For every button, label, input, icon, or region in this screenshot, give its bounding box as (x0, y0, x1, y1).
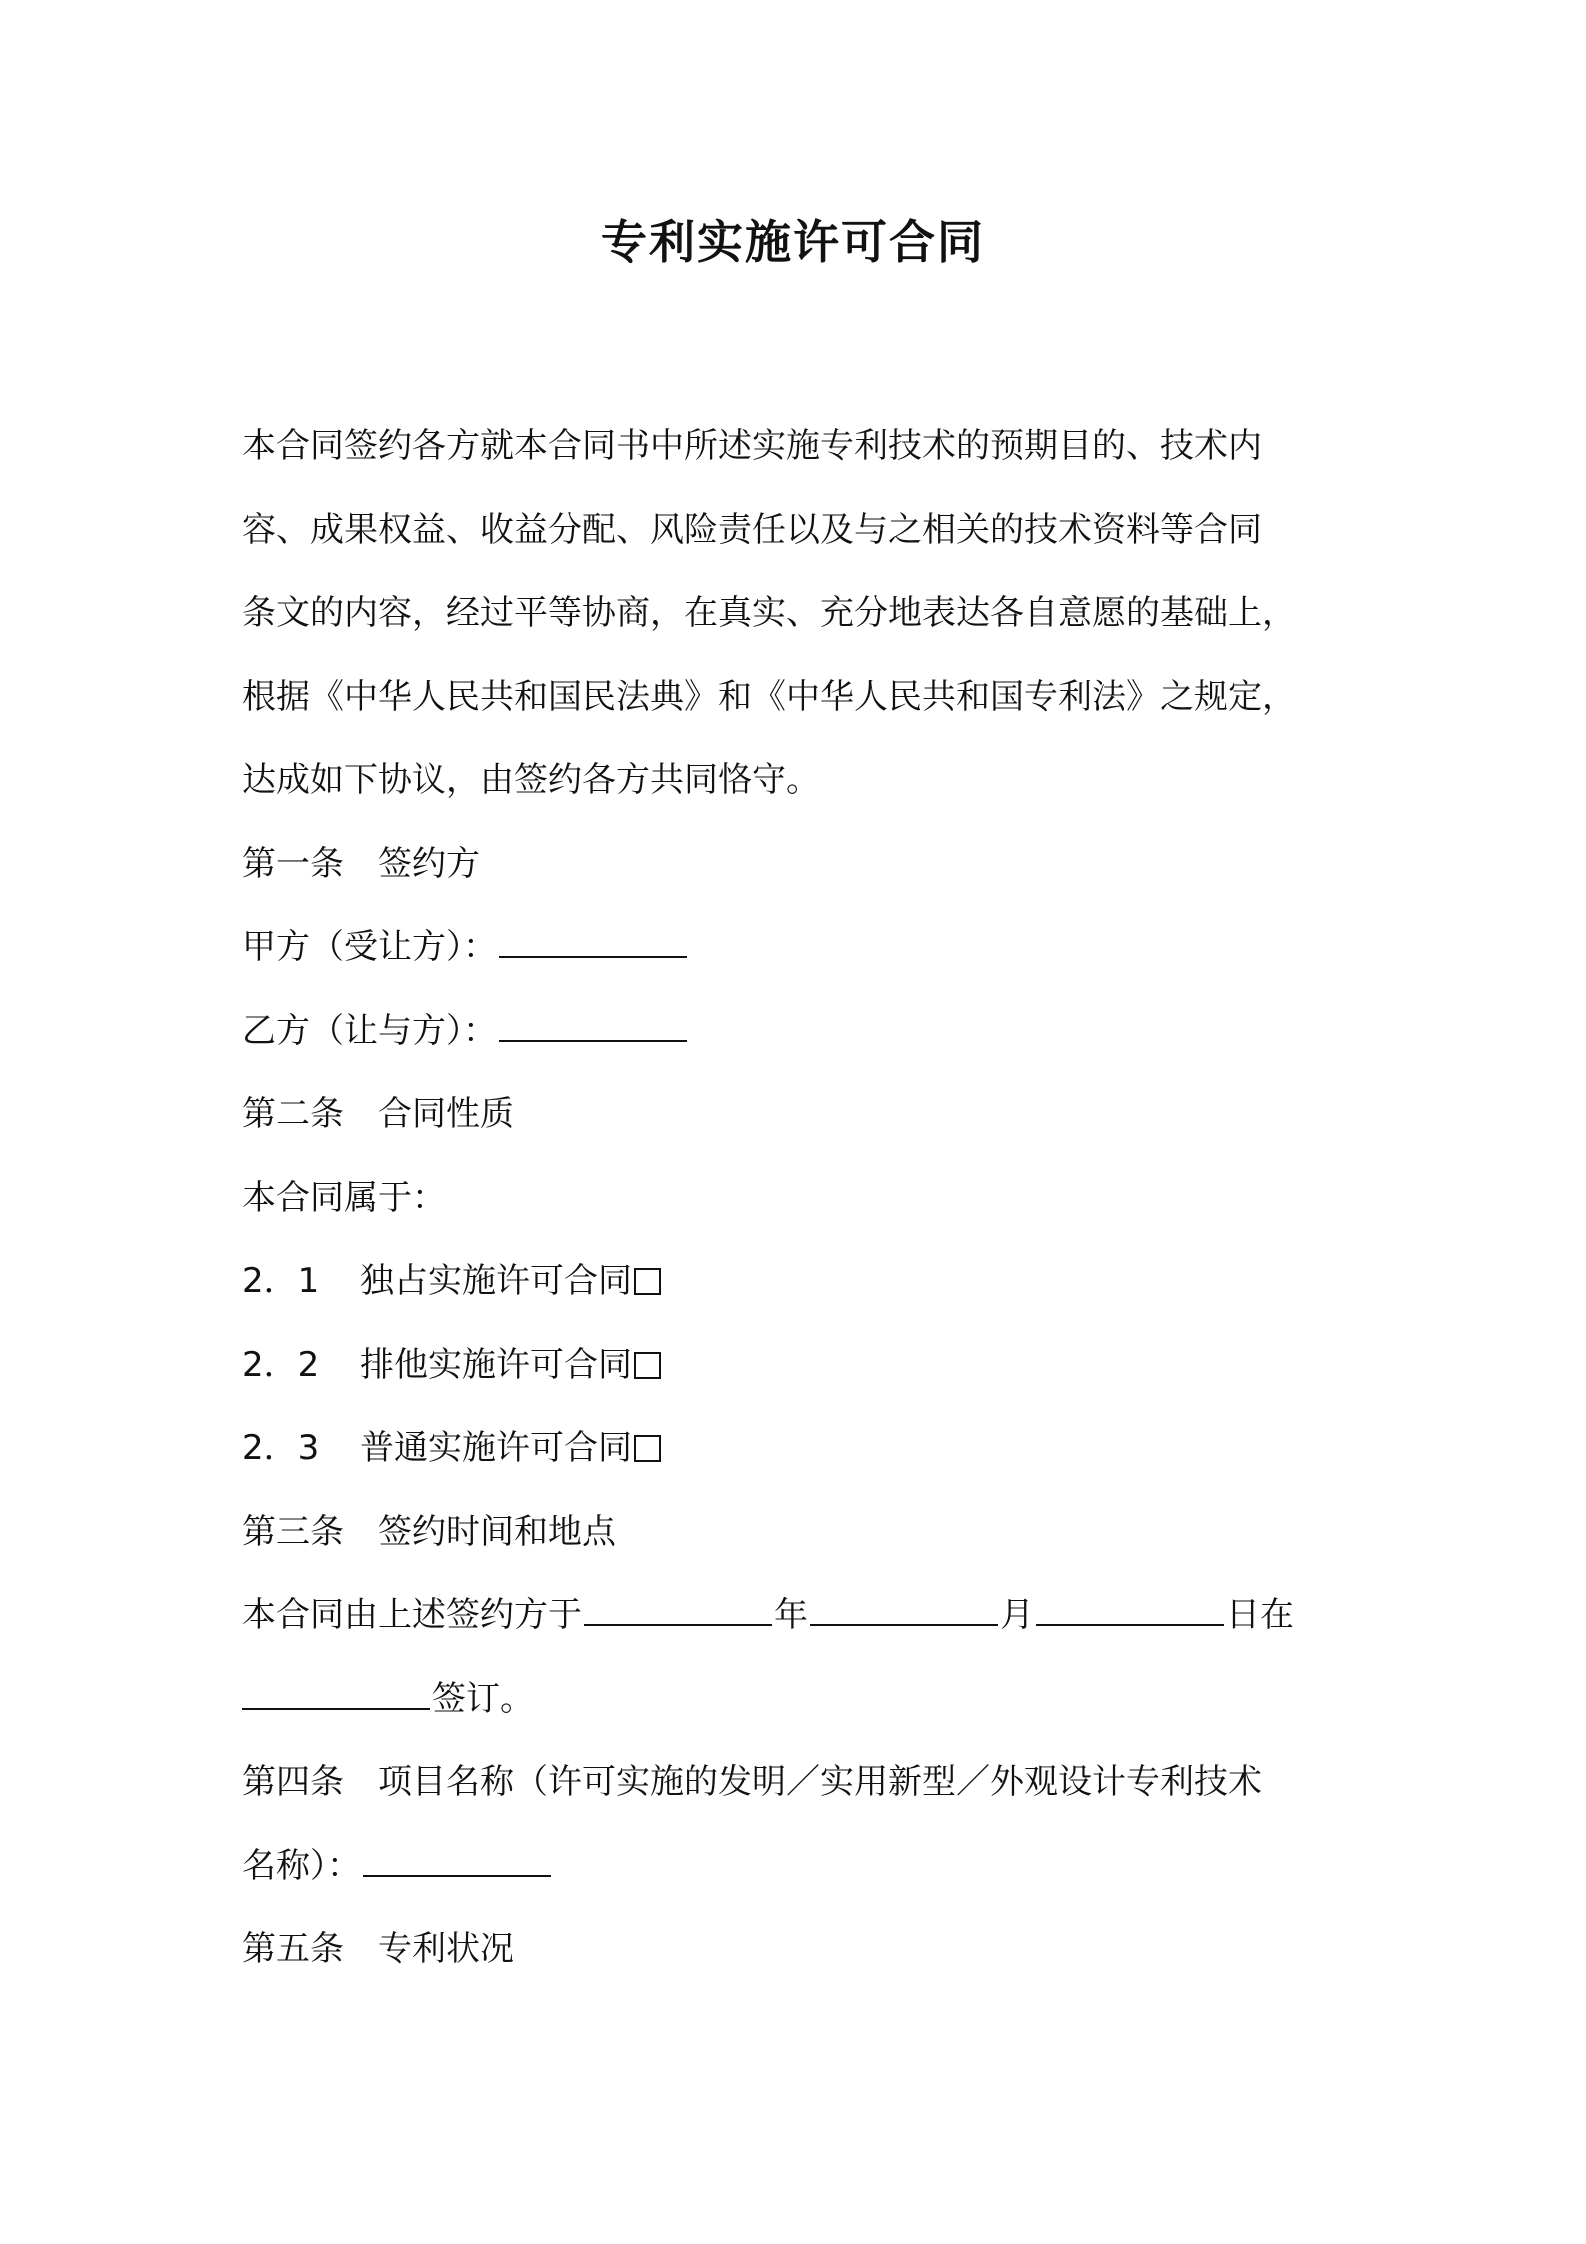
day-label: 日在 (1226, 1595, 1294, 1635)
article-4-heading (242, 1741, 1362, 1825)
signing-prefix: 本合同由上述签约方于 (242, 1595, 582, 1635)
article-3-heading (242, 1491, 1362, 1575)
signing-date-line (242, 1574, 1362, 1658)
place-blank[interactable] (242, 1682, 430, 1710)
option-number: 2．1 (242, 1261, 320, 1301)
article-number: 第四条 (242, 1762, 344, 1802)
year-label: 年 (774, 1595, 808, 1635)
month-label: 月 (1000, 1595, 1034, 1635)
option-number: 2．3 (242, 1428, 320, 1468)
article-5-heading (242, 1908, 1362, 1992)
option-exclusive (242, 1240, 1362, 1324)
project-name-line (242, 1825, 1362, 1909)
preamble-line: 达成如下协议，由签约各方共同恪守。 (242, 760, 820, 800)
article-number: 第五条 (242, 1929, 344, 1969)
contract-body (242, 405, 1362, 1992)
preamble-line: 根据《中华人民共和国民法典》和《中华人民共和国专利法》之规定， (242, 676, 1296, 717)
project-name-blank[interactable] (363, 1849, 551, 1877)
day-blank[interactable] (1036, 1598, 1224, 1626)
option-label: 独占实施许可合同 (360, 1261, 632, 1301)
preamble-line: 本合同签约各方就本合同书中所述实施专利技术的预期目的、技术内 (242, 426, 1262, 466)
party-b-label: 乙方（让与方）： (242, 1010, 497, 1051)
checkbox[interactable] (634, 1435, 661, 1462)
party-a-label: 甲方（受让方）： (242, 927, 497, 967)
option-label: 普通实施许可合同 (360, 1428, 632, 1468)
project-name-label: 名称）： (242, 1845, 361, 1886)
article-title: 签约时间和地点 (378, 1511, 616, 1552)
preamble-line: 容、成果权益、收益分配、风险责任以及与之相关的技术资料等合同 (242, 509, 1262, 550)
article-number: 第一条 (242, 843, 344, 884)
party-a-blank[interactable] (499, 930, 687, 958)
article-title: 合同性质 (378, 1094, 514, 1134)
option-ordinary (242, 1407, 1362, 1491)
party-a-line (242, 906, 1362, 990)
article-number: 第三条 (242, 1511, 344, 1552)
party-b-line (242, 990, 1362, 1074)
option-number: 2．2 (242, 1344, 320, 1385)
party-b-blank[interactable] (499, 1014, 687, 1042)
signing-place-line (242, 1658, 1362, 1742)
month-blank[interactable] (810, 1598, 998, 1626)
article-title: 专利状况 (378, 1929, 514, 1969)
option-sole (242, 1324, 1362, 1408)
signing-suffix: 签订。 (432, 1678, 534, 1719)
checkbox[interactable] (634, 1352, 661, 1379)
article-title: 签约方 (378, 843, 480, 884)
option-label: 排他实施许可合同 (360, 1344, 632, 1385)
article-title: 项目名称（许可实施的发明／实用新型／外观设计专利技术 (378, 1762, 1262, 1802)
contract-title: 专利实施许可合同 (601, 215, 985, 269)
article-number: 第二条 (242, 1094, 344, 1134)
checkbox[interactable] (634, 1268, 661, 1295)
article-2-heading (242, 1073, 1362, 1157)
article-2-intro: 本合同属于： (242, 1177, 446, 1218)
article-1-heading (242, 823, 1362, 907)
preamble-line: 条文的内容，经过平等协商，在真实、充分地表达各自意愿的基础上， (242, 593, 1296, 633)
year-blank[interactable] (584, 1598, 772, 1626)
